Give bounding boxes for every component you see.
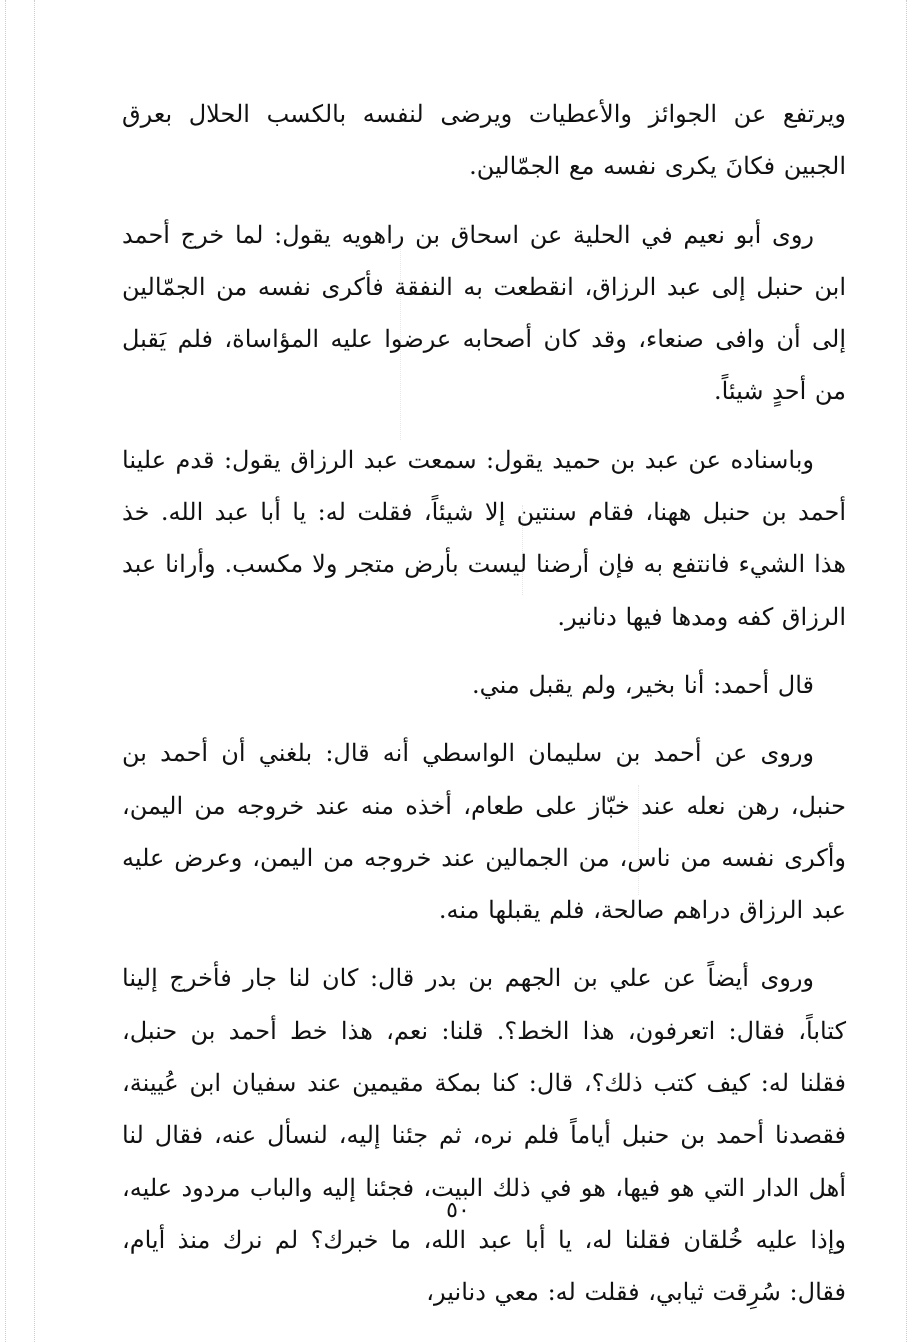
paragraph: روى أبو نعيم في الحلية عن اسحاق بن راهويه يقول: لما خرج أحمد ابن حنبل إلى عبد الرزاق، انقطعت به النفقة فأكرى نفسه من الجمّالين إلى أن وافى صنعاء، وقد كان أصحابه عرضوا عليه المؤاساة، فلم يَقبل من أحدٍ شيئاً.: [122, 220, 846, 406]
scan-edge-dots-right: [906, 0, 907, 1342]
paragraph: وروى عن أحمد بن سليمان الواسطي أنه قال: بلغني أن أحمد بن حنبل، رهن نعله عند خبّاز على طعام، أخذه منه عند خروجه من اليمن، وأكرى نفسه من ناس، من الجمالين عند خروجه من اليمن، وعرض عليه عبد الرزاق دراهم صالحة، فلم يقبلها منه.: [122, 739, 846, 925]
scan-edge-dots-left: [5, 0, 6, 1342]
paragraph: وباسناده عن عبد بن حميد يقول: سمعت عبد الرزاق يقول: قدم علينا أحمد بن حنبل ههنا، فقام سنتين إلا شيئاً، فقلت له: يا أبا عبد الله. خذ هذا الشيء فانتفع به فإن أرضنا ليست بأرض متجر ولا مكسب. وأرانا عبد الرزاق كفه ومدها فيها دنانير.: [122, 445, 846, 631]
paragraph: ويرتفع عن الجوائز والأعطيات ويرضى لنفسه بالكسب الحلال بعرق الجبين فكانَ يكرى نفسه مع الجمّالين.: [122, 100, 846, 181]
paragraph: قال أحمد: أنا بخير، ولم يقبل مني.: [472, 670, 814, 699]
paragraph: وروى أيضاً عن علي بن الجهم بن بدر قال: كان لنا جار فأخرج إلينا كتاباً، فقال: اتعرفون، هذا الخط؟. قلنا: نعم، هذا خط أحمد بن حنبل، فقلنا له: كيف كتب ذلك؟، قال: كنا بمكة مقيمين عند سفيان ابن عُيينة، فقصدنا أحمد بن حنبل أياماً فلم نره، ثم جئنا إليه، لنسأل عنه، فقال لنا أهل الدار التي هو فيها، هو في ذلك البيت، فجئنا إليه والباب مردود عليه، وإذا عليه خُلقان فقلنا له، يا أبا عبد الله، ما خبرك؟ لم نرك منذ أيام، فقال: سُرِقت ثيابي، فقلت له: معي دنانير،: [122, 964, 846, 1307]
page-number: ٥٠: [446, 1198, 470, 1223]
arabic-text-block: [122, 88, 846, 1319]
scan-edge-dots-inner-left: [34, 0, 35, 1342]
